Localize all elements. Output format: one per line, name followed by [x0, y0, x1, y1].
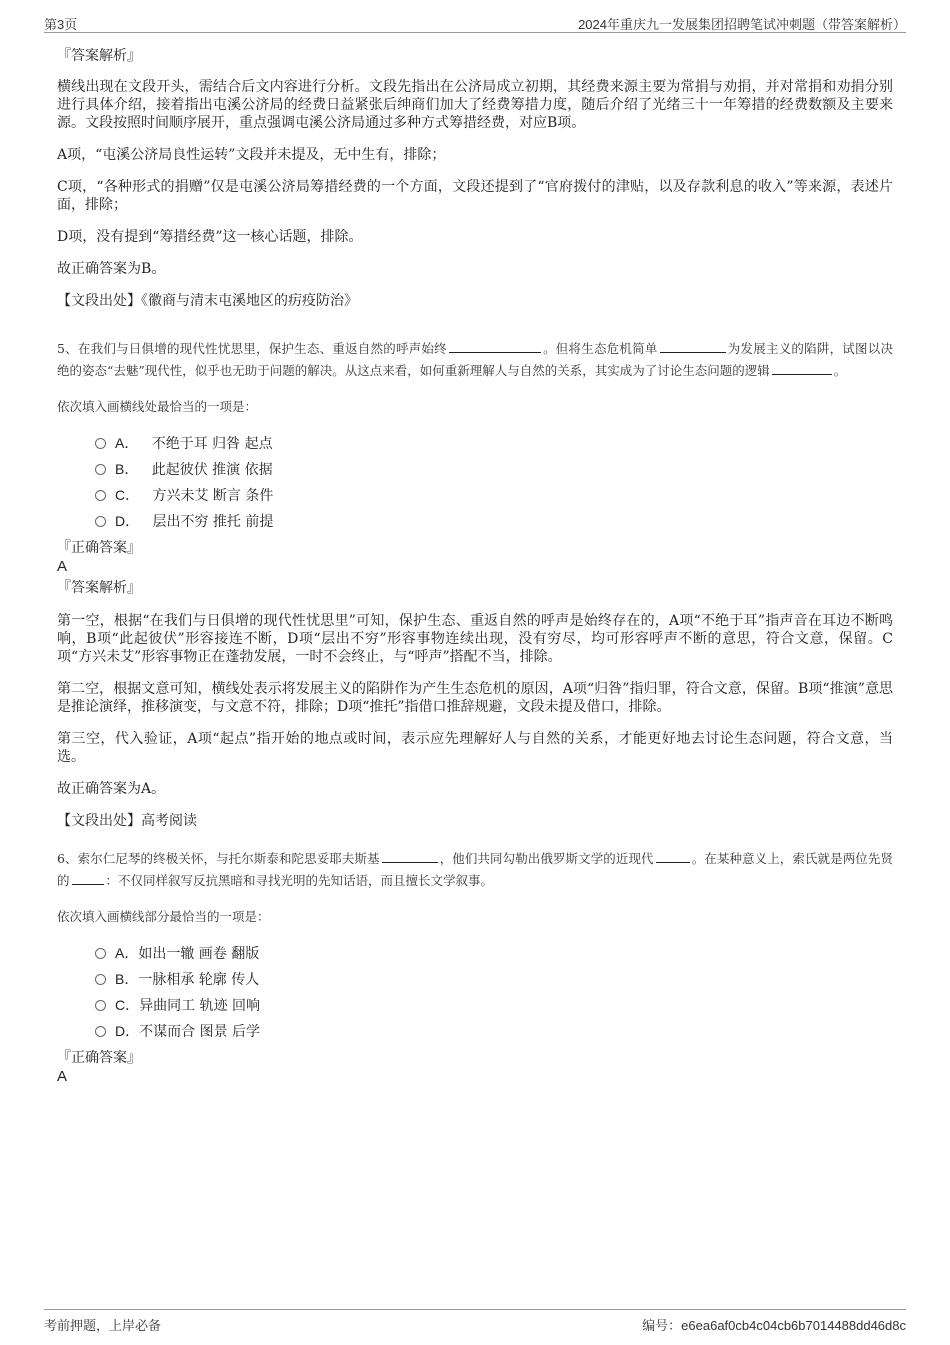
- analysis-paragraph: D项，没有提到“筹措经费”这一核心话题，排除。: [57, 229, 363, 245]
- question-6: [57, 848, 893, 1086]
- option-a[interactable]: A． 不绝于耳 归咎 起点: [95, 430, 893, 456]
- option-b[interactable]: B． 此起彼伏 推演 依据: [95, 456, 893, 482]
- question-prompt: 依次填入画横线部分最恰当的一项是：: [57, 909, 270, 924]
- document-title: 2024年重庆九一发展集团招聘笔试冲刺题（带答案解析）: [578, 17, 906, 32]
- question-prompt: 依次填入画横线处最恰当的一项是：: [57, 399, 258, 414]
- page-footer: [44, 1309, 906, 1334]
- option-b[interactable]: B．一脉相承 轮廓 传人: [95, 966, 893, 992]
- answer-blank: [772, 361, 832, 375]
- radio-icon[interactable]: [95, 1026, 106, 1037]
- answer-blank: [72, 871, 104, 885]
- radio-icon[interactable]: [95, 438, 106, 449]
- document-code: 编号：e6ea6af0cb4c04cb6b7014488dd46d8c: [642, 1318, 906, 1333]
- page-number: 第3页: [44, 17, 78, 32]
- correct-answer-heading: 『正确答案』: [57, 540, 141, 556]
- answer-blank: [382, 849, 438, 863]
- option-a[interactable]: A．如出一辙 画卷 翻版: [95, 940, 893, 966]
- page-header: [44, 12, 906, 33]
- passage-source: 【文段出处】高考阅读: [57, 813, 197, 829]
- analysis-paragraph: C项，“各种形式的捐赠”仅是屯溪公济局筹措经费的一个方面，文段还提到了“官府拨付的津贴，以及存款利息的收入”等来源，表述片面，排除；: [57, 179, 893, 213]
- option-d[interactable]: D． 层出不穷 推托 前提: [95, 508, 893, 534]
- radio-icon[interactable]: [95, 516, 106, 527]
- correct-answer-heading: 『正确答案』: [57, 1050, 141, 1066]
- q4-analysis-section: [57, 46, 893, 310]
- option-list: [95, 430, 893, 534]
- radio-icon[interactable]: [95, 464, 106, 475]
- analysis-heading: 『答案解析』: [57, 48, 141, 64]
- analysis-paragraph: A项，“屯溪公济局良性运转”文段并未提及，无中生有，排除；: [57, 147, 446, 163]
- final-answer-line: 故正确答案为A。: [57, 781, 166, 797]
- footer-slogan: 考前押题，上岸必备: [44, 1318, 162, 1333]
- answer-blank: [656, 849, 690, 863]
- option-list: [95, 940, 893, 1044]
- question-5: [57, 338, 893, 830]
- correct-answer: A: [57, 558, 68, 575]
- page-content: [57, 46, 893, 1086]
- correct-answer: A: [57, 1068, 68, 1085]
- radio-icon[interactable]: [95, 490, 106, 501]
- question-stem: 6、索尔仁尼琴的终极关怀，与托尔斯泰和陀思妥耶夫斯基 ，他们共同勾勒出俄罗斯文学的近现代 。在某种意义上，索氏就是两位先贤的 ：不仅同样叙写反抗黑暗和寻找光明的先知话语，而且擅长文学叙事。: [57, 851, 893, 888]
- option-c[interactable]: C．异曲同工 轨迹 回响: [95, 992, 893, 1018]
- answer-blank: [660, 339, 726, 353]
- analysis-paragraph: 第二空，根据文意可知，横线处表示将发展主义的陷阱作为产生生态危机的原因，A项“归咎”指归罪，符合文意，保留。B项“推演”意思是推论演绎，推移演变，与文意不符，排除；D项“推托”指借口推辞规避，文段未提及借口，排除。: [57, 681, 893, 715]
- option-d[interactable]: D．不谋而合 图景 后学: [95, 1018, 893, 1044]
- answer-blank: [449, 339, 541, 353]
- radio-icon[interactable]: [95, 948, 106, 959]
- passage-source: 【文段出处】《徽商与清末屯溪地区的疠疫防治》: [57, 293, 358, 309]
- radio-icon[interactable]: [95, 1000, 106, 1011]
- analysis-paragraph: 第一空，根据“在我们与日俱增的现代性忧思里”可知，保护生态、重返自然的呼声是始终存在的，A项“不绝于耳”指声音在耳边不断鸣响，B项“此起彼伏”形容接连不断，D项“层出不穷”形容事物连续出现，没有穷尽，均可形容呼声不断的意思，符合文意，保留。C项“方兴未艾”形容事物正在蓬勃发展，一时不会终止，与“呼声”搭配不当，排除。: [57, 613, 893, 665]
- question-stem: 5、在我们与日俱增的现代性忧思里，保护生态、重返自然的呼声始终 。但将生态危机简单 为发展主义的陷阱，试图以决绝的姿态“去魅”现代性，似乎也无助于问题的解决。从这点来看，如何重新理解人与自然的关系，其实成为了讨论生态问题的逻辑 。: [57, 341, 893, 378]
- analysis-paragraph: 横线出现在文段开头，需结合后文内容进行分析。文段先指出在公济局成立初期，其经费来源主要为常捐与劝捐，并对常捐和劝捐分别进行具体介绍，接着指出屯溪公济局的经费日益紧张后绅商们加大了经费筹措力度，随后介绍了光绪三十一年筹措的经费数额及主要来源。文段按照时间顺序展开，重点强调屯溪公济局通过多种方式筹措经费，对应B项。: [57, 79, 893, 131]
- radio-icon[interactable]: [95, 974, 106, 985]
- analysis-paragraph: 第三空，代入验证，A项“起点”指开始的地点或时间，表示应先理解好人与自然的关系，才能更好地去讨论生态问题，符合文意，当选。: [57, 731, 893, 765]
- final-answer-line: 故正确答案为B。: [57, 261, 166, 277]
- analysis-heading: 『答案解析』: [57, 580, 141, 596]
- option-c[interactable]: C． 方兴未艾 断言 条件: [95, 482, 893, 508]
